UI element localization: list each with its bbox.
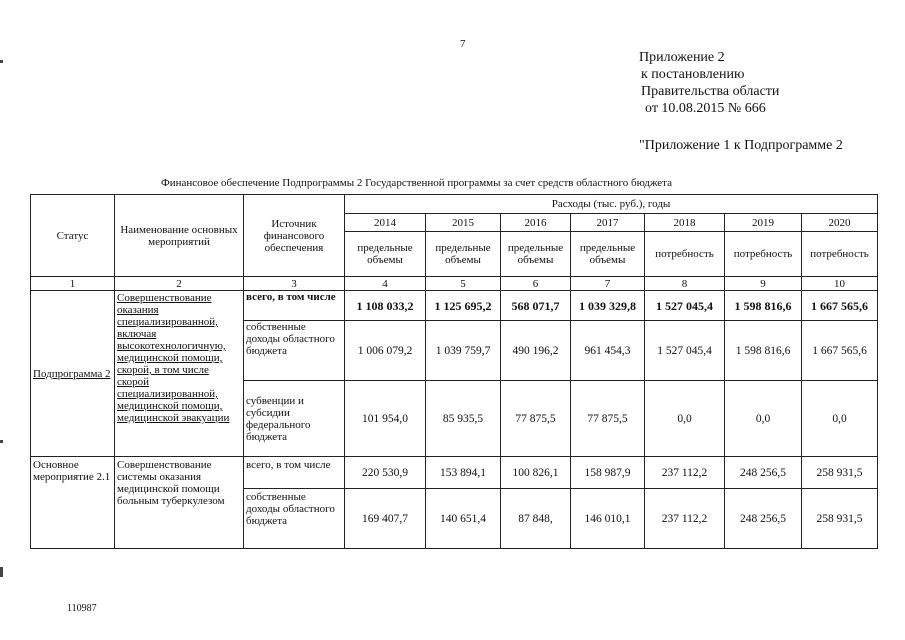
header-year: 2019 [725,214,802,232]
source-cell: всего, в том числе [244,457,345,489]
scan-edge-mark [0,440,3,443]
header-subtype: предельные объемы [501,232,571,277]
status-cell: Подпрограмма 2 [31,291,115,457]
value-cell: 1 667 565,6 [802,291,878,321]
measure-name-cell: Совершенствование системы оказания медицинской помощи больным туберкулезом [115,457,244,549]
header-expenses: Расходы (тыс. руб.), годы [345,195,878,214]
value-cell: 1 108 033,2 [345,291,426,321]
appendix-line: Приложение 2 [639,50,725,65]
scan-edge-mark [0,60,3,63]
scan-edge-mark [0,567,3,577]
value-cell: 1 039 759,7 [426,321,501,381]
column-number: 2 [115,277,244,291]
value-cell: 140 651,4 [426,489,501,549]
value-cell: 1 598 816,6 [725,291,802,321]
value-cell: 0,0 [725,381,802,457]
header-subtype: потребность [802,232,878,277]
table-title: Финансовое обеспечение Подпрограммы 2 Государственной программы за счет средств областного бюджета [161,177,673,189]
value-cell: 490 196,2 [501,321,571,381]
value-cell: 237 112,2 [645,457,725,489]
financing-table [30,194,878,549]
value-cell: 1 598 816,6 [725,321,802,381]
value-cell: 258 931,5 [802,489,878,549]
value-cell: 568 071,7 [501,291,571,321]
value-cell: 258 931,5 [802,457,878,489]
measure-name-cell: Совершенствование оказания специализированной, включая высокотехнологичную, медицинской помощи, скорой, в том числе скорой специализированной, медицинской помощи, медицинской эвакуации [115,291,244,457]
column-number: 10 [802,277,878,291]
value-cell: 1 039 329,8 [571,291,645,321]
column-number: 7 [571,277,645,291]
column-number: 5 [426,277,501,291]
header-year: 2014 [345,214,426,232]
header-source: Источник финансового обеспечения [244,195,345,277]
value-cell: 1 006 079,2 [345,321,426,381]
value-cell: 85 935,5 [426,381,501,457]
header-subtype: предельные объемы [345,232,426,277]
value-cell: 146 010,1 [571,489,645,549]
header-year: 2016 [501,214,571,232]
value-cell: 153 894,1 [426,457,501,489]
source-cell: всего, в том числе [244,291,345,321]
header-year: 2020 [802,214,878,232]
header-subtype: потребность [725,232,802,277]
column-number: 4 [345,277,426,291]
column-number: 8 [645,277,725,291]
value-cell: 1 527 045,4 [645,291,725,321]
appendix-subprogram-ref: "Приложение 1 к Подпрограмме 2 [639,138,843,153]
value-cell: 158 987,9 [571,457,645,489]
source-cell: собственные доходы областного бюджета [244,321,345,381]
header-year: 2018 [645,214,725,232]
value-cell: 169 407,7 [345,489,426,549]
value-cell: 248 256,5 [725,489,802,549]
value-cell: 961 454,3 [571,321,645,381]
appendix-header [639,49,779,117]
column-number: 1 [31,277,115,291]
value-cell: 101 954,0 [345,381,426,457]
header-subtype: предельные объемы [426,232,501,277]
value-cell: 0,0 [802,381,878,457]
value-cell: 248 256,5 [725,457,802,489]
value-cell: 1 667 565,6 [802,321,878,381]
value-cell: 0,0 [645,381,725,457]
value-cell: 1 125 695,2 [426,291,501,321]
appendix-line: от 10.08.2015 № 666 [645,101,766,116]
status-cell: Основное мероприятие 2.1 [31,457,115,549]
column-number: 6 [501,277,571,291]
value-cell: 77 875,5 [501,381,571,457]
value-cell: 87 848, [501,489,571,549]
source-cell: субвенции и субсидии федерального бюджета [244,381,345,457]
value-cell: 100 826,1 [501,457,571,489]
column-number: 9 [725,277,802,291]
column-number: 3 [244,277,345,291]
header-year: 2017 [571,214,645,232]
value-cell: 77 875,5 [571,381,645,457]
header-status: Статус [31,195,115,277]
header-subtype: потребность [645,232,725,277]
source-cell: собственные доходы областного бюджета [244,489,345,549]
value-cell: 237 112,2 [645,489,725,549]
page-number: 7 [460,38,466,50]
header-subtype: предельные объемы [571,232,645,277]
header-year: 2015 [426,214,501,232]
header-name: Наименование основных мероприятий [115,195,244,277]
document-code: 110987 [67,603,97,614]
value-cell: 1 527 045,4 [645,321,725,381]
value-cell: 220 530,9 [345,457,426,489]
appendix-line: Правительства области [641,84,780,99]
appendix-line: к постановлению [641,67,745,82]
